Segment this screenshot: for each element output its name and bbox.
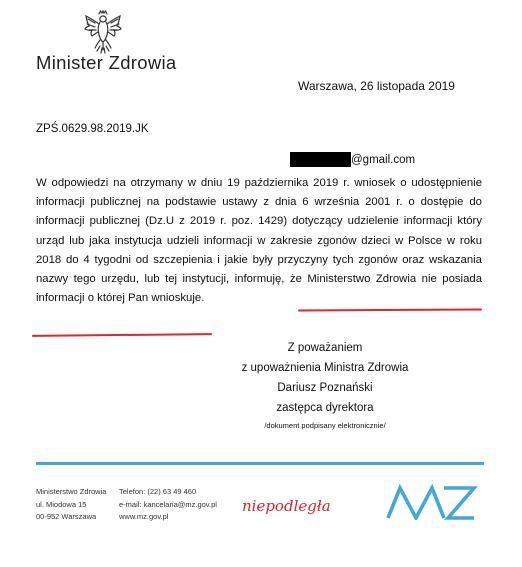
niepodlegla-logo [240,494,358,520]
signature-position: zastępca dyrektora [276,402,374,414]
letter-body [36,174,482,308]
polish-eagle-emblem-icon [83,10,123,54]
footer-website[interactable]: www.mz.gov.pl [119,512,169,521]
signature-note: /dokument podpisany elektronicznie/ [264,421,386,430]
recipient-email [290,152,415,167]
footer-address-line: ul. Miodowa 15 [36,499,87,509]
red-underline-mark [32,333,212,337]
body-line: informacji publicznej (Dz.U z 2019 r. poz. 1429) dotyczący udzielenie informacji który [36,215,482,228]
niepodlegla-logo-text: niepodległa [242,497,331,515]
red-underline-mark [298,309,482,312]
ministry-name-heading: Minister Zdrowia [36,52,177,73]
footer-address [36,486,106,524]
body-line: informacji publicznej na podstawie ustawy z dnia 6 września 2001 r. o dostępie do [36,196,482,209]
footer-phone: Telefon: (22) 63 49 460 [119,487,197,496]
body-line: urząd lub jaka instytucja udzieli informacji w zakresie zgonów dzieci w Polsce w roku [36,234,482,247]
signature-name: Dariusz Poznański [277,382,373,394]
recipient-email-suffix: @gmail.com [351,153,416,166]
footer-address-line: 00-952 Warszawa [36,512,97,521]
footer-email[interactable]: e-mail: kancelaria@mz.gov.pl [119,499,217,509]
reference-number: ZPŚ.0629.98.2019.JK [36,123,149,135]
signature-closing: Z poważaniem [287,342,363,354]
body-line: nazwy tego urzędu, lub tej instytucji, informuję, że Ministerstwo Zdrowia nie posiada [36,273,482,286]
ministry-of-health-logo [386,484,478,520]
body-line: W odpowiedzi na otrzymany w dniu 19 października 2019 r. wniosek o udostępnienie [36,177,482,189]
body-line: 2018 do 4 tygodni od szczepienia i jakie były przyczyny tych zgonów oraz wskazania [36,253,482,266]
footer-divider [36,462,484,465]
redaction-block [290,152,351,167]
signature-block [230,338,420,434]
signature-authority: z upoważnienia Ministra Zdrowia [241,362,409,374]
footer-contact [119,486,217,524]
footer-address-line: Ministerstwo Zdrowia [36,487,107,496]
body-line: informacji o której Pan wnioskuje. [36,292,205,305]
letter-date: Warszawa, 26 listopada 2019 [298,79,455,93]
